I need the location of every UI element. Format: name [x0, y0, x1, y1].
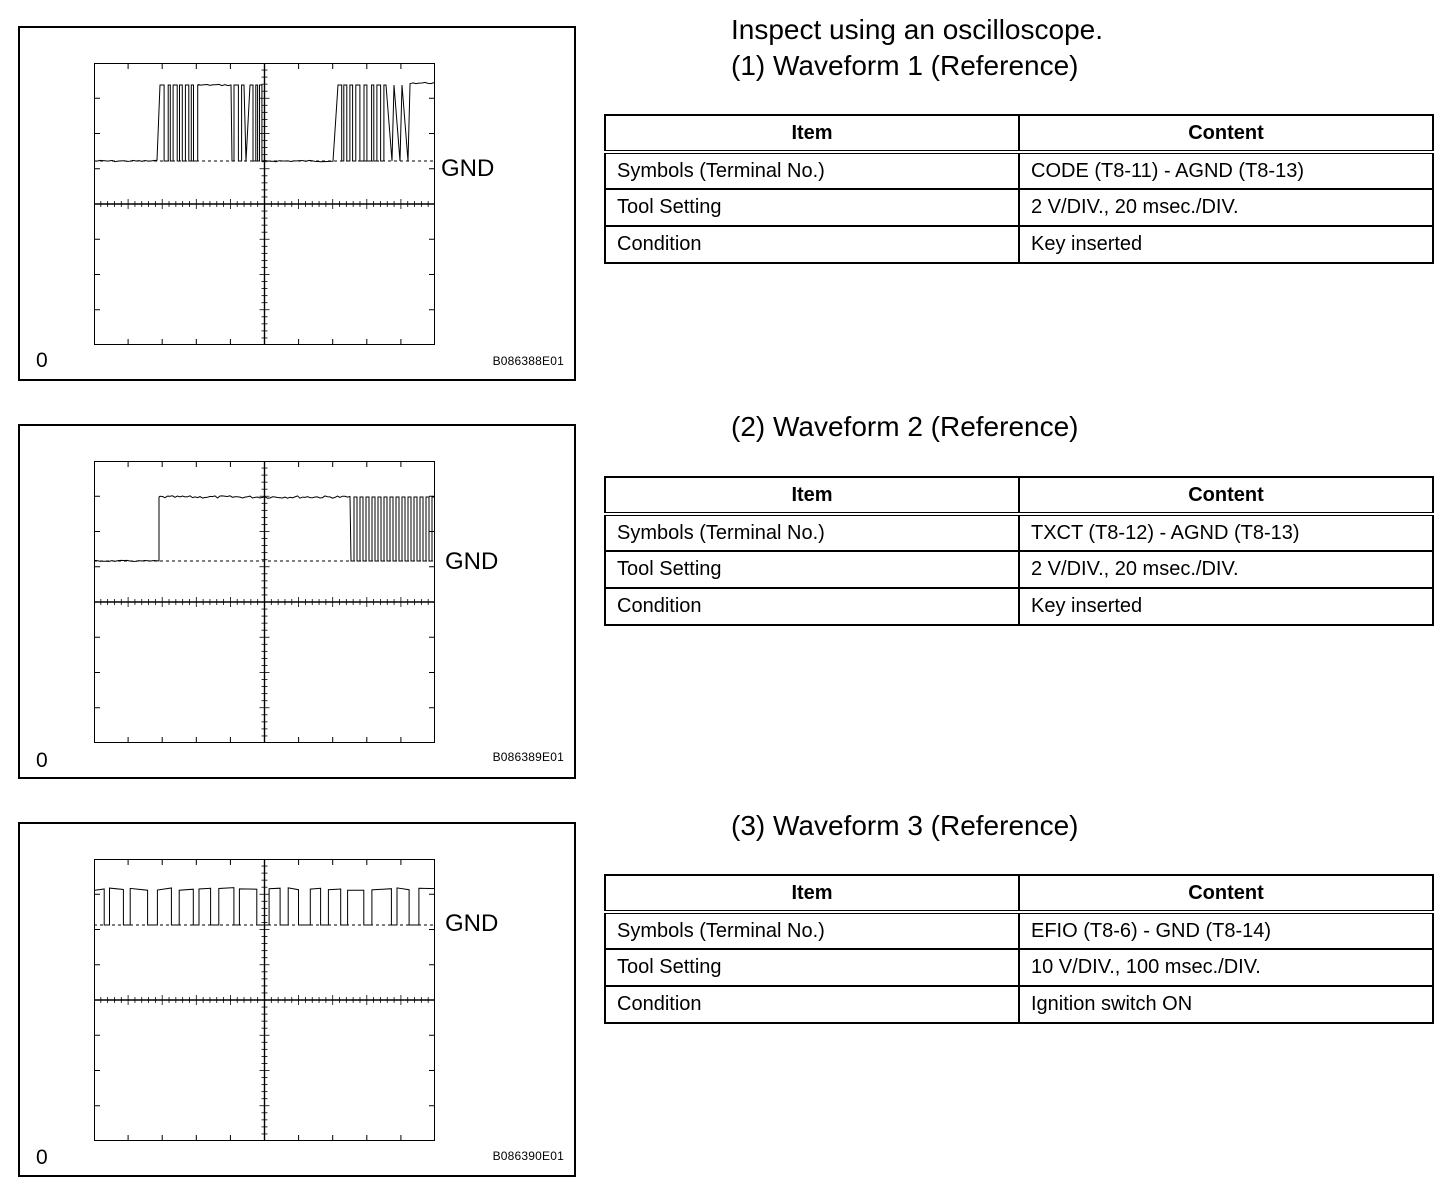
section-2-heading: (2) Waveform 2 (Reference)	[731, 411, 1079, 442]
waveform-3-table	[604, 874, 1434, 1024]
gnd-label: GND	[441, 155, 495, 182]
cell-item: Tool Setting	[605, 189, 1019, 226]
waveform-3-scope	[94, 859, 435, 1141]
waveform-3-figure	[18, 822, 576, 1177]
zero-label: 0	[36, 349, 48, 372]
figure-code: B086388E01	[492, 354, 564, 368]
intro-heading: Inspect using an oscilloscope.	[731, 14, 1103, 45]
header-item: Item	[605, 477, 1019, 514]
table-row	[605, 514, 1433, 551]
cell-item: Tool Setting	[605, 949, 1019, 986]
section-1-heading: (1) Waveform 1 (Reference)	[731, 50, 1079, 81]
cell-item: Symbols (Terminal No.)	[605, 152, 1019, 189]
cell-content: EFIO (T8-6) - GND (T8-14)	[1019, 912, 1433, 949]
table-row	[605, 986, 1433, 1023]
zero-label: 0	[36, 749, 48, 772]
gnd-label: GND	[445, 910, 499, 937]
cell-item: Tool Setting	[605, 551, 1019, 588]
section-3-heading: (3) Waveform 3 (Reference)	[731, 810, 1079, 841]
table-row	[605, 551, 1433, 588]
figure-code: B086389E01	[492, 750, 564, 764]
header-item: Item	[605, 875, 1019, 912]
waveform-1-table	[604, 114, 1434, 264]
cell-item: Symbols (Terminal No.)	[605, 912, 1019, 949]
oscilloscope-screen	[94, 461, 435, 743]
waveform-1-figure	[18, 26, 576, 381]
zero-label: 0	[36, 1146, 48, 1169]
cell-content: TXCT (T8-12) - AGND (T8-13)	[1019, 514, 1433, 551]
table-header-row	[605, 875, 1433, 912]
header-content: Content	[1019, 115, 1433, 152]
table-row	[605, 152, 1433, 189]
cell-item: Condition	[605, 588, 1019, 625]
waveform-2-figure	[18, 424, 576, 779]
table-row	[605, 189, 1433, 226]
waveform-1-scope	[94, 63, 435, 345]
cell-item: Symbols (Terminal No.)	[605, 514, 1019, 551]
figure-code: B086390E01	[492, 1149, 564, 1163]
graticule	[94, 859, 435, 1141]
gnd-label: GND	[445, 548, 499, 575]
oscilloscope-screen	[94, 859, 435, 1141]
cell-content: Key inserted	[1019, 588, 1433, 625]
cell-content: 2 V/DIV., 20 msec./DIV.	[1019, 189, 1433, 226]
table-row	[605, 912, 1433, 949]
cell-content: 10 V/DIV., 100 msec./DIV.	[1019, 949, 1433, 986]
oscilloscope-screen	[94, 63, 435, 345]
cell-item: Condition	[605, 986, 1019, 1023]
table-row	[605, 588, 1433, 625]
table-header-row	[605, 477, 1433, 514]
table-header-row	[605, 115, 1433, 152]
header-content: Content	[1019, 477, 1433, 514]
cell-content: CODE (T8-11) - AGND (T8-13)	[1019, 152, 1433, 189]
table-row	[605, 949, 1433, 986]
cell-content: 2 V/DIV., 20 msec./DIV.	[1019, 551, 1433, 588]
table-row	[605, 226, 1433, 263]
waveform-2-table	[604, 476, 1434, 626]
header-item: Item	[605, 115, 1019, 152]
cell-content: Ignition switch ON	[1019, 986, 1433, 1023]
header-content: Content	[1019, 875, 1433, 912]
cell-item: Condition	[605, 226, 1019, 263]
waveform-2-scope	[94, 461, 435, 743]
cell-content: Key inserted	[1019, 226, 1433, 263]
